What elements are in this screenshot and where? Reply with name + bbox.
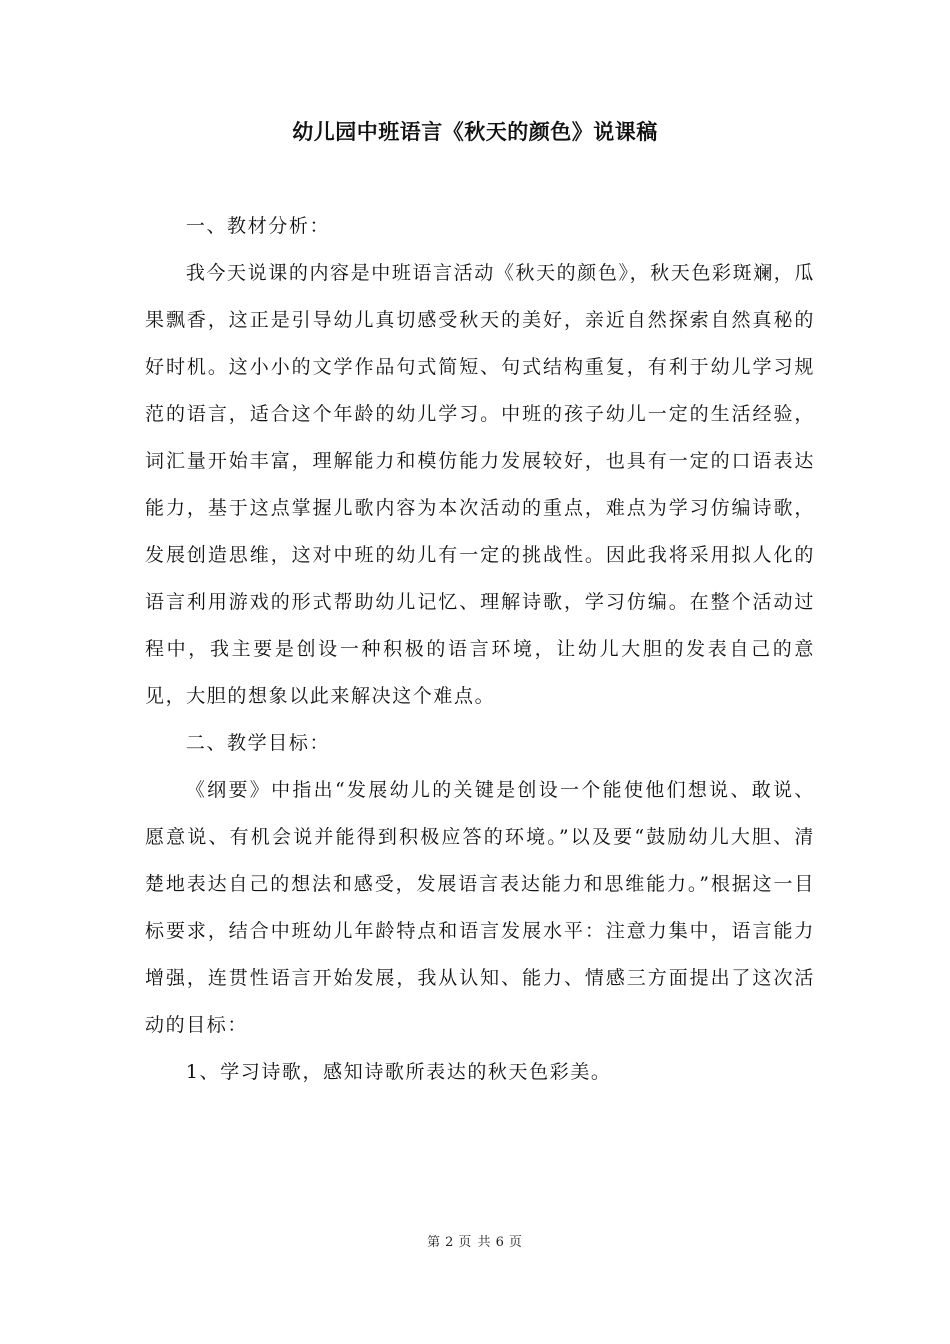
paragraph-materials-analysis: 我今天说课的内容是中班语言活动《秋天的颜色》，秋天色彩斑斓，瓜果飘香，这正是引导幼儿真切感受秋天的美好，亲近自然探索自然真秘的好时机。这小小的文学作品句式简短、句式结构重复，有利于幼儿学习规范的语言，适合这个年龄的幼儿学习。中班的孩子幼儿一定的生活经验，词汇量开始丰富，理解能力和模仿能力发展较好，也具有一定的口语表达能力，基于这点掌握儿歌内容为本次活动的重点，难点为学习仿编诗歌，发展创造思维，这对中班的幼儿有一定的挑战性。因此我将采用拟人化的语言利用游戏的形式帮助幼儿记忆、理解诗歌，学习仿编。在整个活动过程中，我主要是创设一种积极的语言环境，让幼儿大胆的发表自己的意见，大胆的想象以此来解决这个难点。 xyxy=(145,262,815,707)
footer-middle: 页 共 xyxy=(458,1235,492,1250)
page-footer xyxy=(0,1234,950,1252)
document-body xyxy=(145,203,815,1096)
footer-prefix: 第 xyxy=(427,1235,442,1250)
section-heading-materials: 一、教材分析： xyxy=(185,215,331,237)
paragraph-objectives: 《纲要》中指出“发展幼儿的关键是创设一个能使他们想说、敢说、愿意说、有机会说并能得到积极应答的环境。”以及要“鼓励幼儿大胆、清楚地表达自己的想法和感受，发展语言表达能力和思维能力。”根据这一目标要求，结合中班幼儿年龄特点和语言发展水平：注意力集中，语言能力增强，连贯性语言开始发展，我从认知、能力、情感三方面提出了这次活动的目标： xyxy=(145,779,815,1036)
section-heading-objectives: 二、教学目标： xyxy=(185,732,331,754)
footer-total-pages: 6 xyxy=(495,1235,505,1250)
footer-suffix: 页 xyxy=(508,1235,523,1250)
list-item-objective-1: 1、学习诗歌，感知诗歌所表达的秋天色彩美。 xyxy=(185,1061,612,1083)
footer-current-page: 2 xyxy=(445,1235,455,1250)
page-title: 幼儿园中班语言《秋天的颜色》说课稿 xyxy=(292,120,658,145)
